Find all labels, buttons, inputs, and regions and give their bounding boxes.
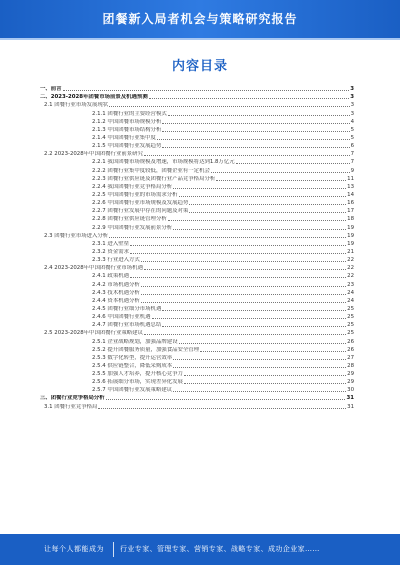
toc-entry[interactable] — [40, 312, 354, 320]
toc-entry-page: 21 — [347, 248, 354, 255]
toc-entry[interactable] — [40, 100, 354, 108]
toc-entry-page: 27 — [347, 354, 354, 361]
toc-entry-title: 2.1.1 团餐行业的主要经营模式 — [92, 110, 167, 117]
toc-entry-title: 2.4.6 中国团餐行业机遇 — [92, 314, 151, 321]
toc-entry-title: 2.3 团餐行业市场进入分析 — [44, 232, 109, 239]
toc-entry-title: 3.1 团餐行业竞争格局 — [44, 403, 98, 410]
toc-entry-page: 24 — [347, 297, 354, 304]
toc-entry-title: 2.2.9 中国团餐行业发展前景分析 — [92, 224, 173, 231]
toc-leader-dots — [141, 260, 346, 262]
toc-entry[interactable] — [40, 288, 354, 296]
toc-leader-dots — [200, 350, 346, 352]
toc-leader-dots — [168, 219, 346, 221]
toc-leader-dots — [144, 333, 346, 335]
toc-entry-title: 2.5.5 加强人才培养，提升核心竞争力 — [92, 371, 183, 378]
toc-entry-title: 2.1.4 中国团餐行业集中度 — [92, 134, 156, 141]
toc-entry-page: 3 — [350, 110, 354, 117]
toc-leader-dots — [130, 244, 346, 246]
toc-entry-page: 29 — [347, 379, 354, 386]
toc-entry-page: 14 — [347, 191, 354, 198]
toc-entry[interactable] — [40, 92, 354, 100]
toc-leader-dots — [173, 366, 346, 368]
toc-leader-dots — [173, 187, 346, 189]
toc-entry-page: 4 — [350, 118, 354, 125]
toc-entry[interactable] — [40, 304, 354, 312]
toc-entry[interactable] — [40, 141, 354, 149]
toc-leader-dots — [152, 317, 347, 319]
toc-entry-page: 16 — [347, 200, 354, 207]
toc-heading: 内容目录 — [171, 59, 228, 74]
toc-entry-title: 2.2.2 团餐行业集中度较低，团餐企业有一定机会 — [92, 167, 210, 174]
toc-leader-dots — [173, 358, 346, 360]
toc-entry[interactable] — [40, 214, 354, 222]
toc-entry-page: 26 — [347, 346, 354, 353]
toc-entry-page: 11 — [347, 175, 354, 182]
toc-leader-dots — [144, 154, 350, 156]
toc-entry[interactable] — [40, 165, 354, 173]
toc-leader-dots — [184, 382, 346, 384]
report-header — [0, 0, 400, 38]
toc-entry-page: 3 — [350, 86, 354, 93]
toc-leader-dots — [184, 374, 346, 376]
toc-entry-page: 7 — [350, 151, 354, 158]
toc-entry-title: 二、2023-2028年团餐市场前景及机遇预测 — [40, 94, 148, 101]
toc-entry[interactable] — [40, 393, 354, 401]
toc-entry-page: 13 — [347, 183, 354, 190]
toc-entry-title: 2.5.4 供应链整合，降低采购成本 — [92, 362, 173, 369]
toc-leader-dots — [63, 89, 350, 91]
toc-entry[interactable] — [40, 198, 354, 206]
toc-entry-page: 19 — [347, 224, 354, 231]
toc-entry[interactable] — [40, 369, 354, 377]
toc-entry-page: 19 — [347, 232, 354, 239]
toc-entry-page: 22 — [347, 257, 354, 264]
toc-leader-dots — [109, 236, 346, 238]
toc-entry-title: 2.1 团餐行业市场发展现状 — [44, 102, 109, 109]
toc-entry-page: 25 — [347, 322, 354, 329]
toc-leader-dots — [130, 276, 346, 278]
toc-entry[interactable] — [40, 247, 354, 255]
toc-entry[interactable] — [40, 377, 354, 385]
toc-entry-page: 7 — [350, 159, 354, 166]
toc-entry-title: 2.2.3 团餐行业供应链及团餐行业产品竞争格局分析 — [92, 175, 216, 182]
toc-leader-dots — [189, 211, 346, 213]
toc-leader-dots — [179, 195, 347, 197]
toc-leader-dots — [173, 228, 346, 230]
toc-entry-title: 2.4 2023-2028年中国团餐行业市场机遇 — [44, 265, 143, 272]
toc-entry[interactable] — [40, 328, 354, 336]
toc-entry-title: 一、前言 — [40, 86, 62, 93]
toc-entry[interactable] — [40, 125, 354, 133]
toc-leader-dots — [98, 407, 346, 409]
footer-banner — [0, 534, 400, 565]
toc-entry-title: 2.3.2 资金需求 — [92, 248, 129, 255]
toc-entry-title: 2.4.5 团餐行业细分市场机遇 — [92, 305, 162, 312]
toc-entry[interactable] — [40, 84, 354, 92]
toc-entry[interactable] — [40, 320, 354, 328]
toc-entry[interactable] — [40, 263, 354, 271]
toc-entry[interactable] — [40, 271, 354, 279]
toc-leader-dots — [173, 390, 346, 392]
toc-entry-page: 30 — [347, 387, 354, 394]
toc-entry-page: 18 — [347, 216, 354, 223]
toc-entry[interactable] — [40, 206, 354, 214]
toc-leader-dots — [162, 130, 349, 132]
toc-entry-title: 2.2.4 我国团餐行业竞争格局分析 — [92, 183, 173, 190]
toc-leader-dots — [144, 268, 346, 270]
toc-leader-dots — [216, 179, 346, 181]
toc-entry-title: 2.1.2 中国团餐市场规模分析 — [92, 118, 162, 125]
toc-entry-title: 2.2.5 中国团餐行业的市场需求分析 — [92, 191, 178, 198]
toc-entry[interactable] — [40, 174, 354, 182]
toc-entry-title: 2.5 2023-2028年中国团餐行业策略建议 — [44, 330, 143, 337]
toc-entry[interactable] — [40, 190, 354, 198]
toc-leader-dots — [162, 146, 349, 148]
toc-entry-title: 2.3.1 进入壁垒 — [92, 240, 129, 247]
toc-leader-dots — [106, 398, 346, 400]
toc-entry-title: 2.2.7 团餐行业发展中存在的问题及对策 — [92, 208, 189, 215]
toc-leader-dots — [162, 309, 346, 311]
toc-leader-dots — [168, 114, 350, 116]
toc-entry-page: 19 — [347, 240, 354, 247]
toc-entry-page: 26 — [347, 338, 354, 345]
toc-leader-dots — [149, 97, 350, 99]
toc-leader-dots — [211, 171, 350, 173]
toc-entry[interactable] — [40, 385, 354, 393]
toc-entry-title: 2.2.1 我国团餐市场规模及增速，市场规模将达到1.8万亿元 — [92, 159, 235, 166]
toc-entry-title: 2.1.3 中国团餐市场结构分析 — [92, 126, 162, 133]
toc-leader-dots — [109, 105, 349, 107]
toc-entry-page: 25 — [347, 305, 354, 312]
toc-entry-page: 3 — [350, 94, 354, 101]
toc-entry-page: 17 — [347, 208, 354, 215]
toc-entry-title: 2.1.5 中国团餐行业发展趋势 — [92, 143, 162, 150]
toc-leader-dots — [236, 162, 350, 164]
toc-entry[interactable] — [40, 361, 354, 369]
toc-entry[interactable] — [40, 149, 354, 157]
toc-entry-page: 25 — [347, 314, 354, 321]
toc-entry-page: 29 — [347, 371, 354, 378]
toc-entry-title: 2.5.6 拓展细分市场，实现差异化发展 — [92, 379, 183, 386]
toc-leader-dots — [141, 293, 346, 295]
toc-entry-page: 24 — [347, 289, 354, 296]
toc-entry-title: 2.4.3 技术机遇分析 — [92, 289, 140, 296]
toc-entry[interactable] — [40, 401, 354, 409]
toc-entry-page: 28 — [347, 362, 354, 369]
toc-entry[interactable] — [40, 231, 354, 239]
toc-entry-page: 31 — [346, 395, 354, 402]
toc-entry[interactable] — [40, 157, 354, 165]
toc-entry[interactable] — [40, 345, 354, 353]
toc-entry-title: 2.2 2023-2028年中国团餐行业前景研究 — [44, 151, 143, 158]
toc-leader-dots — [141, 301, 346, 303]
toc-leader-dots — [189, 203, 346, 205]
footer-slogan-right: 行业专家、管理专家、营销专家、战略专家、成功企业家…… — [120, 545, 320, 553]
toc-entry-page: 5 — [350, 126, 354, 133]
toc-leader-dots — [179, 342, 347, 344]
toc-entry[interactable] — [40, 108, 354, 116]
footer-slogan-left: 让每个人都能成为 — [44, 545, 104, 553]
toc-entry-title: 2.4.7 团餐行业市场机遇总结 — [92, 322, 162, 329]
toc-entry-page: 9 — [350, 167, 354, 174]
toc-entry-title: 2.5.3 数字化转型，提升运营效率 — [92, 354, 173, 361]
toc-entry-title: 2.4.2 市场机遇分析 — [92, 281, 140, 288]
toc-entry[interactable] — [40, 336, 354, 344]
toc-entry[interactable] — [40, 296, 354, 304]
toc-entry-title: 2.2.8 团餐行业供应链管理分析 — [92, 216, 167, 223]
toc-leader-dots — [162, 122, 349, 124]
toc-entry-title: 2.2.6 中国团餐行业市场规模及发展趋势 — [92, 200, 189, 207]
toc-entry-page: 22 — [347, 273, 354, 280]
toc-entry-page: 22 — [347, 265, 354, 272]
header-divider — [0, 38, 400, 40]
toc-entry-title: 三、团餐行业竞争格局分析 — [40, 395, 105, 402]
toc-entry[interactable] — [40, 222, 354, 230]
toc-entry-title: 2.5.7 中国团餐行业发展策略建议 — [92, 387, 173, 394]
toc-leader-dots — [130, 252, 346, 254]
toc-entry[interactable] — [40, 239, 354, 247]
toc-entry-page: 23 — [347, 281, 354, 288]
toc-entry[interactable] — [40, 279, 354, 287]
toc-entry[interactable] — [40, 133, 354, 141]
toc-entry-title: 2.5.1 企业战略规划，加强品牌建设 — [92, 338, 178, 345]
toc-entry-page: 6 — [350, 143, 354, 150]
toc-entry-title: 2.4.1 政策机遇 — [92, 273, 129, 280]
table-of-contents — [40, 84, 354, 410]
toc-entry-page: 25 — [347, 330, 354, 337]
toc-entry-title: 2.5.2 提升团餐服务质量，加强食品安全管理 — [92, 346, 200, 353]
toc-entry-page: 3 — [350, 102, 354, 109]
toc-entry-page: 31 — [347, 403, 354, 410]
toc-entry[interactable] — [40, 182, 354, 190]
report-title: 团餐新入局者机会与策略研究报告 — [102, 12, 298, 26]
toc-entry-title: 2.4.4 资本机遇分析 — [92, 297, 140, 304]
toc-entry[interactable] — [40, 353, 354, 361]
toc-entry-title: 2.3.3 行业进入方式 — [92, 257, 140, 264]
toc-leader-dots — [157, 138, 350, 140]
footer-divider — [113, 542, 114, 557]
toc-leader-dots — [162, 325, 346, 327]
toc-entry[interactable] — [40, 117, 354, 125]
toc-leader-dots — [141, 285, 346, 287]
toc-entry-page: 5 — [350, 134, 354, 141]
toc-entry[interactable] — [40, 255, 354, 263]
